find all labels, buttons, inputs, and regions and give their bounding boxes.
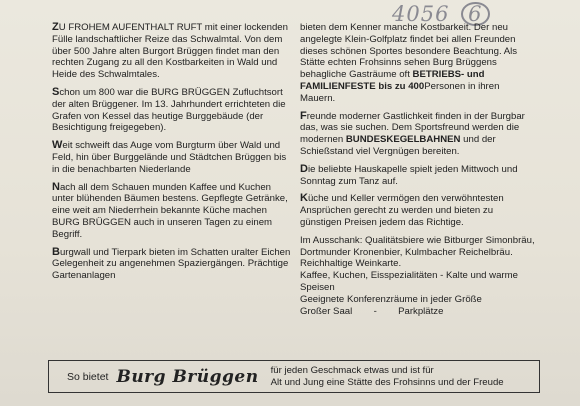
footer-line-1: für jeden Geschmack etwas und ist für <box>270 365 434 376</box>
list-item: Reichhaltige Weinkarte. <box>300 258 402 270</box>
drop-letter: Z <box>52 21 59 33</box>
offer-list <box>300 235 536 318</box>
handwritten-circled-number: 6 <box>461 2 489 26</box>
paragraph-text: U FROHEM AUFENTHALT RUFT mit einer lockenden Fülle landschaftlicher Reize das Schwalmtal. Von dem über 500 Jahre alten Burgort Brüggen findet man den rechten Zugang zu all den Kostbarkeiten in Wald und Heide des Schwalmtales. <box>52 22 288 81</box>
brand-logo: Burg Brüggen <box>116 366 259 387</box>
highlight-kegelbahnen: BUNDESKEGELBAHNEN <box>345 134 461 146</box>
handwritten-number: 4056 <box>392 2 450 26</box>
highlight-feste: BETRIEBS- und FAMILIENFESTE bis zu 400 <box>300 69 485 92</box>
footer-lead: So bietet <box>67 370 109 383</box>
list-item: Geeignete Konferenzräume in jeder Größe <box>300 293 482 305</box>
drop-letter: K <box>300 192 308 205</box>
drop-letter: B <box>52 245 60 258</box>
footer-slogan <box>271 365 504 388</box>
list-item: Im Ausschank: Qualitätsbiere wie Bitburger Simonbräu, Dortmunder Kronenbier, Kulmbacher Reichelbräu. <box>300 234 535 258</box>
paragraph-burgbar: Freunde moderner Gastlichkeit finden in der Burgbar das, was sie suchen. Dem Sportsfreund werden die modernen BUNDESKEGELBAHNEN und der Schießstand viel Vergnügen bereiten. <box>300 109 525 157</box>
paragraph-hauskapelle: Die beliebte Hauskapelle spielt jeden Mittwoch und Sonntag zum Tanz auf. <box>300 162 518 187</box>
footer-line-2: Alt und Jung eine Stätte des Frohsinns und der Freude <box>270 376 504 388</box>
paragraph-kueche: Küche und Keller vermögen den verwöhntesten Ansprüchen gerecht zu werden und bieten zu günstigen Preisen jedem das Richtige. <box>300 192 504 228</box>
right-column <box>300 22 536 317</box>
paragraph-burg-history <box>52 87 292 134</box>
drop-letter: N <box>52 180 60 193</box>
drop-letter: F <box>300 109 307 122</box>
list-item: Kaffee, Kuchen, Eisspezialitäten - Kalte und warme Speisen <box>300 270 518 293</box>
footer-box <box>48 360 540 393</box>
list-item: Großer Saal - Parkplätze <box>300 305 444 317</box>
paragraph-golf-feste: bieten dem Kenner manche Kostbarkeit. Der neu angelegte Klein-Golfplatz findet bei allen Freunden dieses schönen Sportes besondere Beachtung. Als Stätte echten Frohsinns sehen Burg Brüggens behagliche Gasträume oft BETRIEBS- und FAMILIENFESTE bis zu 400Personen in ihren Mauern. <box>300 22 518 104</box>
drop-letter: S <box>52 85 60 98</box>
paragraph-burgwall <box>52 247 292 282</box>
paragraph-cafe <box>52 182 292 241</box>
drop-letter: D <box>300 162 308 175</box>
paragraph-view <box>52 140 292 175</box>
paragraph-frohem-aufenthalt <box>52 22 292 81</box>
paragraph-text: eit schweift das Auge vom Burgturm über Wald und Feld, hin über Burggelände und Städtchen Brüggen bis in die benachbarten Niederlande <box>52 140 287 175</box>
left-column <box>52 22 292 282</box>
drop-letter: W <box>52 139 63 152</box>
paragraph-text: ach all dem Schauen munden Kaffee und Kuchen unter blühenden Bäumen bestens. Gepflegte Getränke, eine weit am Niederrhein bekannte Küche machen BURG BRÜGGEN auch in unseren Tagen zu einem Begriff. <box>52 181 288 240</box>
paragraph-text: urgwall und Tierpark bieten im Schatten uralter Eichen Gelegenheit zu angenehmen Spaziergängen. Prächtige Gartenanlagen <box>52 246 291 282</box>
paragraph-text: chon um 800 war die BURG BRÜGGEN Zufluchtsort der alten Brüggener. Im 13. Jahrhundert errichteten die Grafen von Kessel das heutige Burggebäude (der Besichtigung freigegeben). <box>52 86 286 134</box>
